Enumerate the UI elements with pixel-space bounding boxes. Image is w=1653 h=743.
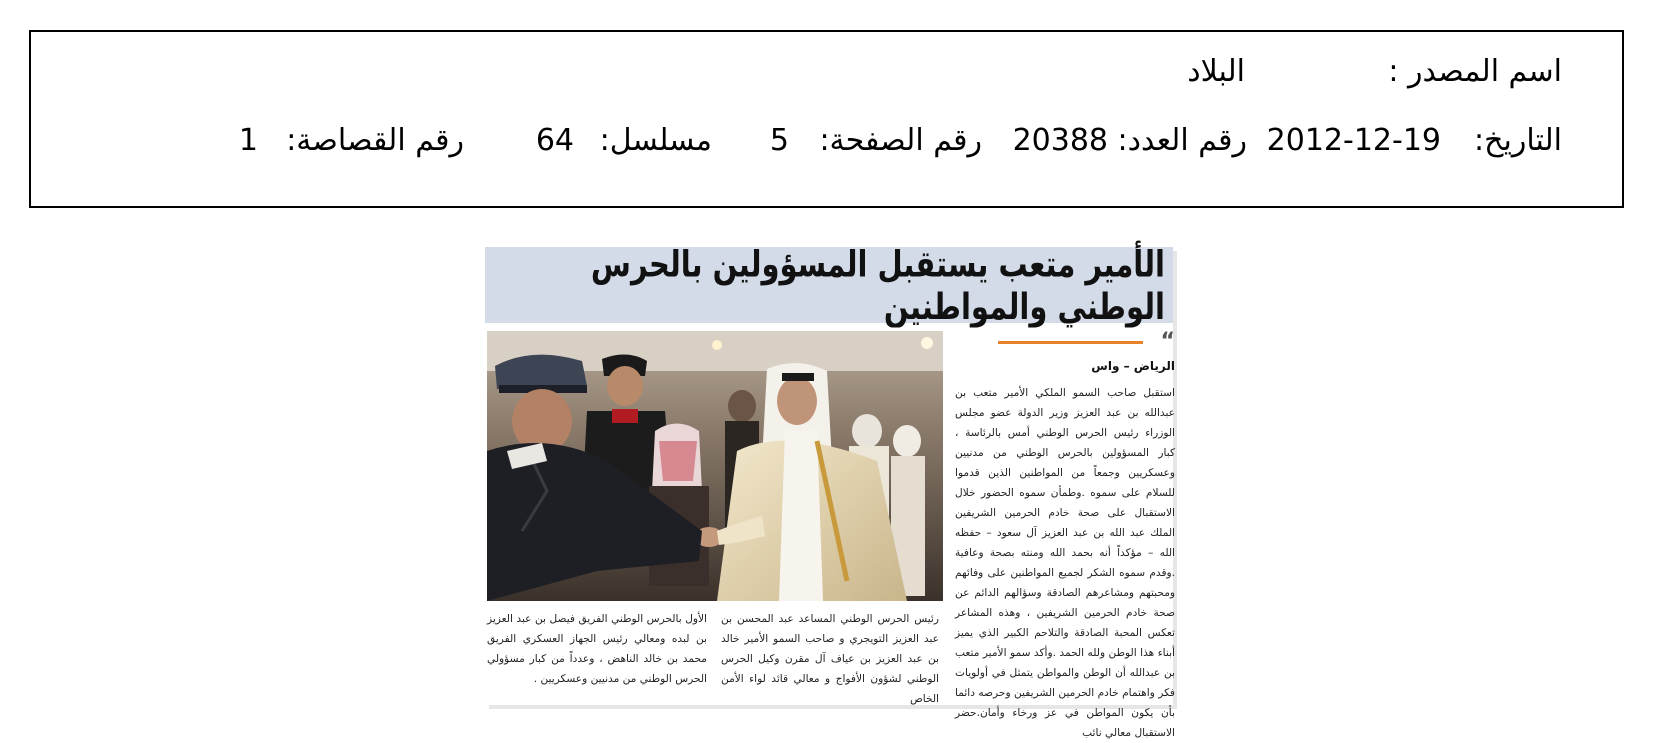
source-label: اسم المصدر : [1388, 54, 1562, 89]
date-label: التاريخ: [1474, 123, 1562, 158]
clipping-metadata-box [29, 30, 1624, 208]
clip-value: 1 [238, 123, 258, 158]
dateline: الرياض – واس [1091, 359, 1175, 373]
date-value: 2012-12-19 [1266, 123, 1441, 158]
source-value: البلاد [1187, 54, 1245, 89]
issue-label: رقم العدد: [1117, 123, 1247, 158]
accent-divider [998, 341, 1143, 344]
serial-label: مسلسل: [599, 123, 712, 158]
page-label: رقم الصفحة: [819, 123, 982, 158]
serial-value: 64 [535, 123, 574, 158]
headline-bar [485, 242, 1173, 328]
clip-label: رقم القصاصة: [286, 123, 464, 158]
page-value: 5 [769, 123, 789, 158]
issue-value: 20388 [1012, 123, 1108, 158]
news-photo [487, 331, 943, 601]
article-column [955, 329, 1175, 739]
photo-caption-part-1: رئيس الحرس الوطني المساعد عبد المحسن بن عبد العزيز التويجري و صاحب السمو الأمير خالد بن عبد العزيز بن عياف آل مقرن وكيل الحرس الوطني لشؤون الأفواج و معالي قائد لواء الأمن الخاص [721, 613, 939, 705]
newspaper-clipping [485, 242, 1177, 739]
headline: الأمير متعب يستقبل المسؤولين بالحرس الوطني والمواطنين [590, 242, 1165, 328]
article-body: استقبل صاحب السمو الملكي الأمير متعب بن عبدالله بن عبد العزيز وزير الدولة عضو مجلس الوزراء رئيس الحرس الوطني أمس بالرئاسة ، كبار المسؤولين بالحرس الوطني من مدنيين وعسكريين وجمعاً من المواطنين الذين قدموا للسلام على سموه .وطمأن سموه الحضور خلال الاستقبال على صحة خادم الحرمين الشريفين الملك عبد الله بن عبد العزيز آل سعود – حفظه الله – مؤكداً أنه بحمد الله ومنته بصحة وعافية .وقدم سموه الشكر لجميع المواطنين على وفائهم ومحبتهم ومشاعرهم الصادقة وسؤالهم الدائم عن صحة خادم الحرمين الشريفين ، وهذه المشاعر تعكس المحبة الصادقة والتلاحم الكبير الذي يميز أبناء هذا الوطن ولله الحمد .وأكد سمو الأمير متعب بن عبدالله أن الوطن والمواطن يتمثل في أولويات فكر واهتمام خادم الحرمين الشريفين وحرصه دائما بأن يكون المواطن في عز ورخاء وأمان.حضر الاستقبال معالي نائب [955, 387, 1175, 739]
news-photo-illustration [487, 331, 943, 601]
quote-icon: “ [1160, 329, 1175, 354]
photo-caption-part-2: الأول بالحرس الوطني الفريق فيصل بن عبد العزيز بن لبده ومعالي رئيس الجهاز العسكري الفريق محمد بن خالد الناهض ، وعدداً من كبار مسؤولي الحرس الوطني من مدنيين وعسكريين . [487, 613, 707, 685]
